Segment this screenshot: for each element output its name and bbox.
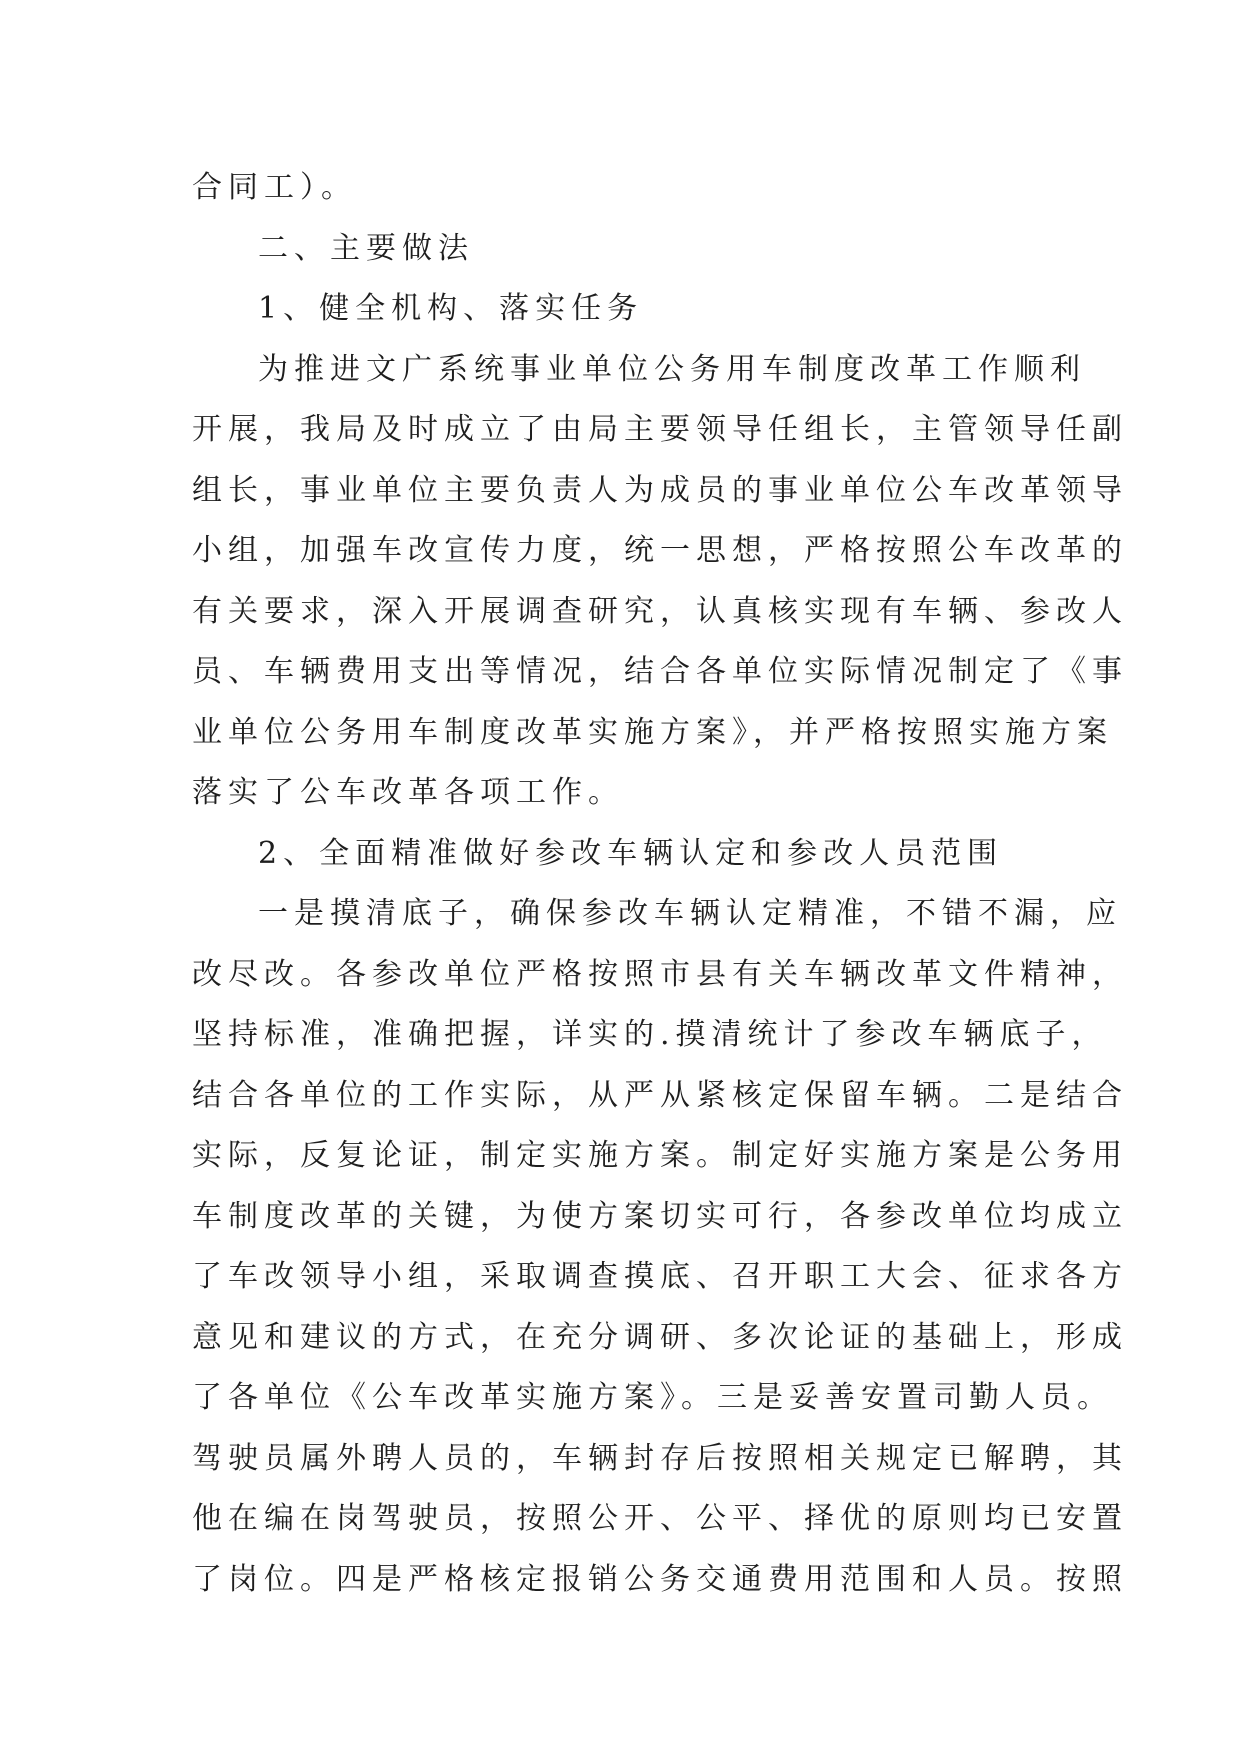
text-line: 意见和建议的方式，在充分调研、多次论证的基础上，形成 <box>192 1319 1128 1355</box>
subsection-heading: 2、全面精准做好参改车辆认定和参改人员范围 <box>258 835 1004 871</box>
text-line: 小组，加强车改宣传力度，统一思想，严格按照公车改革的 <box>192 533 1128 568</box>
text-line: 合同工）。 <box>192 170 357 205</box>
text-line: 为推进文广系统事业单位公务用车制度改革工作顺利 <box>258 351 1086 387</box>
text-line: 改尽改。各参改单位严格按照市县有关车辆改革文件精神， <box>192 956 1128 992</box>
text-line: 一是摸清底子，确保参改车辆认定精准，不错不漏，应 <box>258 896 1122 931</box>
text-line: 实际，反复论证，制定实施方案。制定好实施方案是公务用 <box>192 1138 1128 1173</box>
text-line: 组长，事业单位主要负责人为成员的事业单位公车改革领导 <box>192 472 1128 508</box>
text-line: 落实了公车改革各项工作。 <box>192 775 624 810</box>
text-line: 开展，我局及时成立了由局主要领导任组长，主管领导任副 <box>192 412 1128 447</box>
text-line: 车制度改革的关键，为使方案切实可行，各参改单位均成立 <box>192 1198 1128 1234</box>
text-line: 了车改领导小组，采取调查摸底、召开职工大会、征求各方 <box>192 1259 1128 1294</box>
text-line: 员、车辆费用支出等情况，结合各单位实际情况制定了《事 <box>192 654 1128 689</box>
text-line: 驾驶员属外聘人员的，车辆封存后按照相关规定已解聘，其 <box>192 1440 1128 1476</box>
text-line: 坚持标准，准确把握，详实的.摸清统计了参改车辆底子， <box>192 1017 1108 1052</box>
text-line: 结合各单位的工作实际，从严从紧核定保留车辆。二是结合 <box>192 1077 1128 1113</box>
text-line: 了岗位。四是严格核定报销公务交通费用范围和人员。按照 <box>192 1561 1128 1597</box>
subsection-heading: 1、健全机构、落实任务 <box>258 291 644 326</box>
document-body <box>192 158 1128 1610</box>
text-line: 了各单位《公车改革实施方案》。三是妥善安置司勤人员。 <box>192 1380 1113 1415</box>
text-line: 业单位公务用车制度改革实施方案》，并严格按照实施方案 <box>192 714 1113 750</box>
text-line: 有关要求，深入开展调查研究，认真核实现有车辆、参改人 <box>192 593 1128 629</box>
text-line: 他在编在岗驾驶员，按照公开、公平、择优的原则均已安置 <box>192 1501 1128 1536</box>
section-heading: 二、主要做法 <box>258 230 474 266</box>
